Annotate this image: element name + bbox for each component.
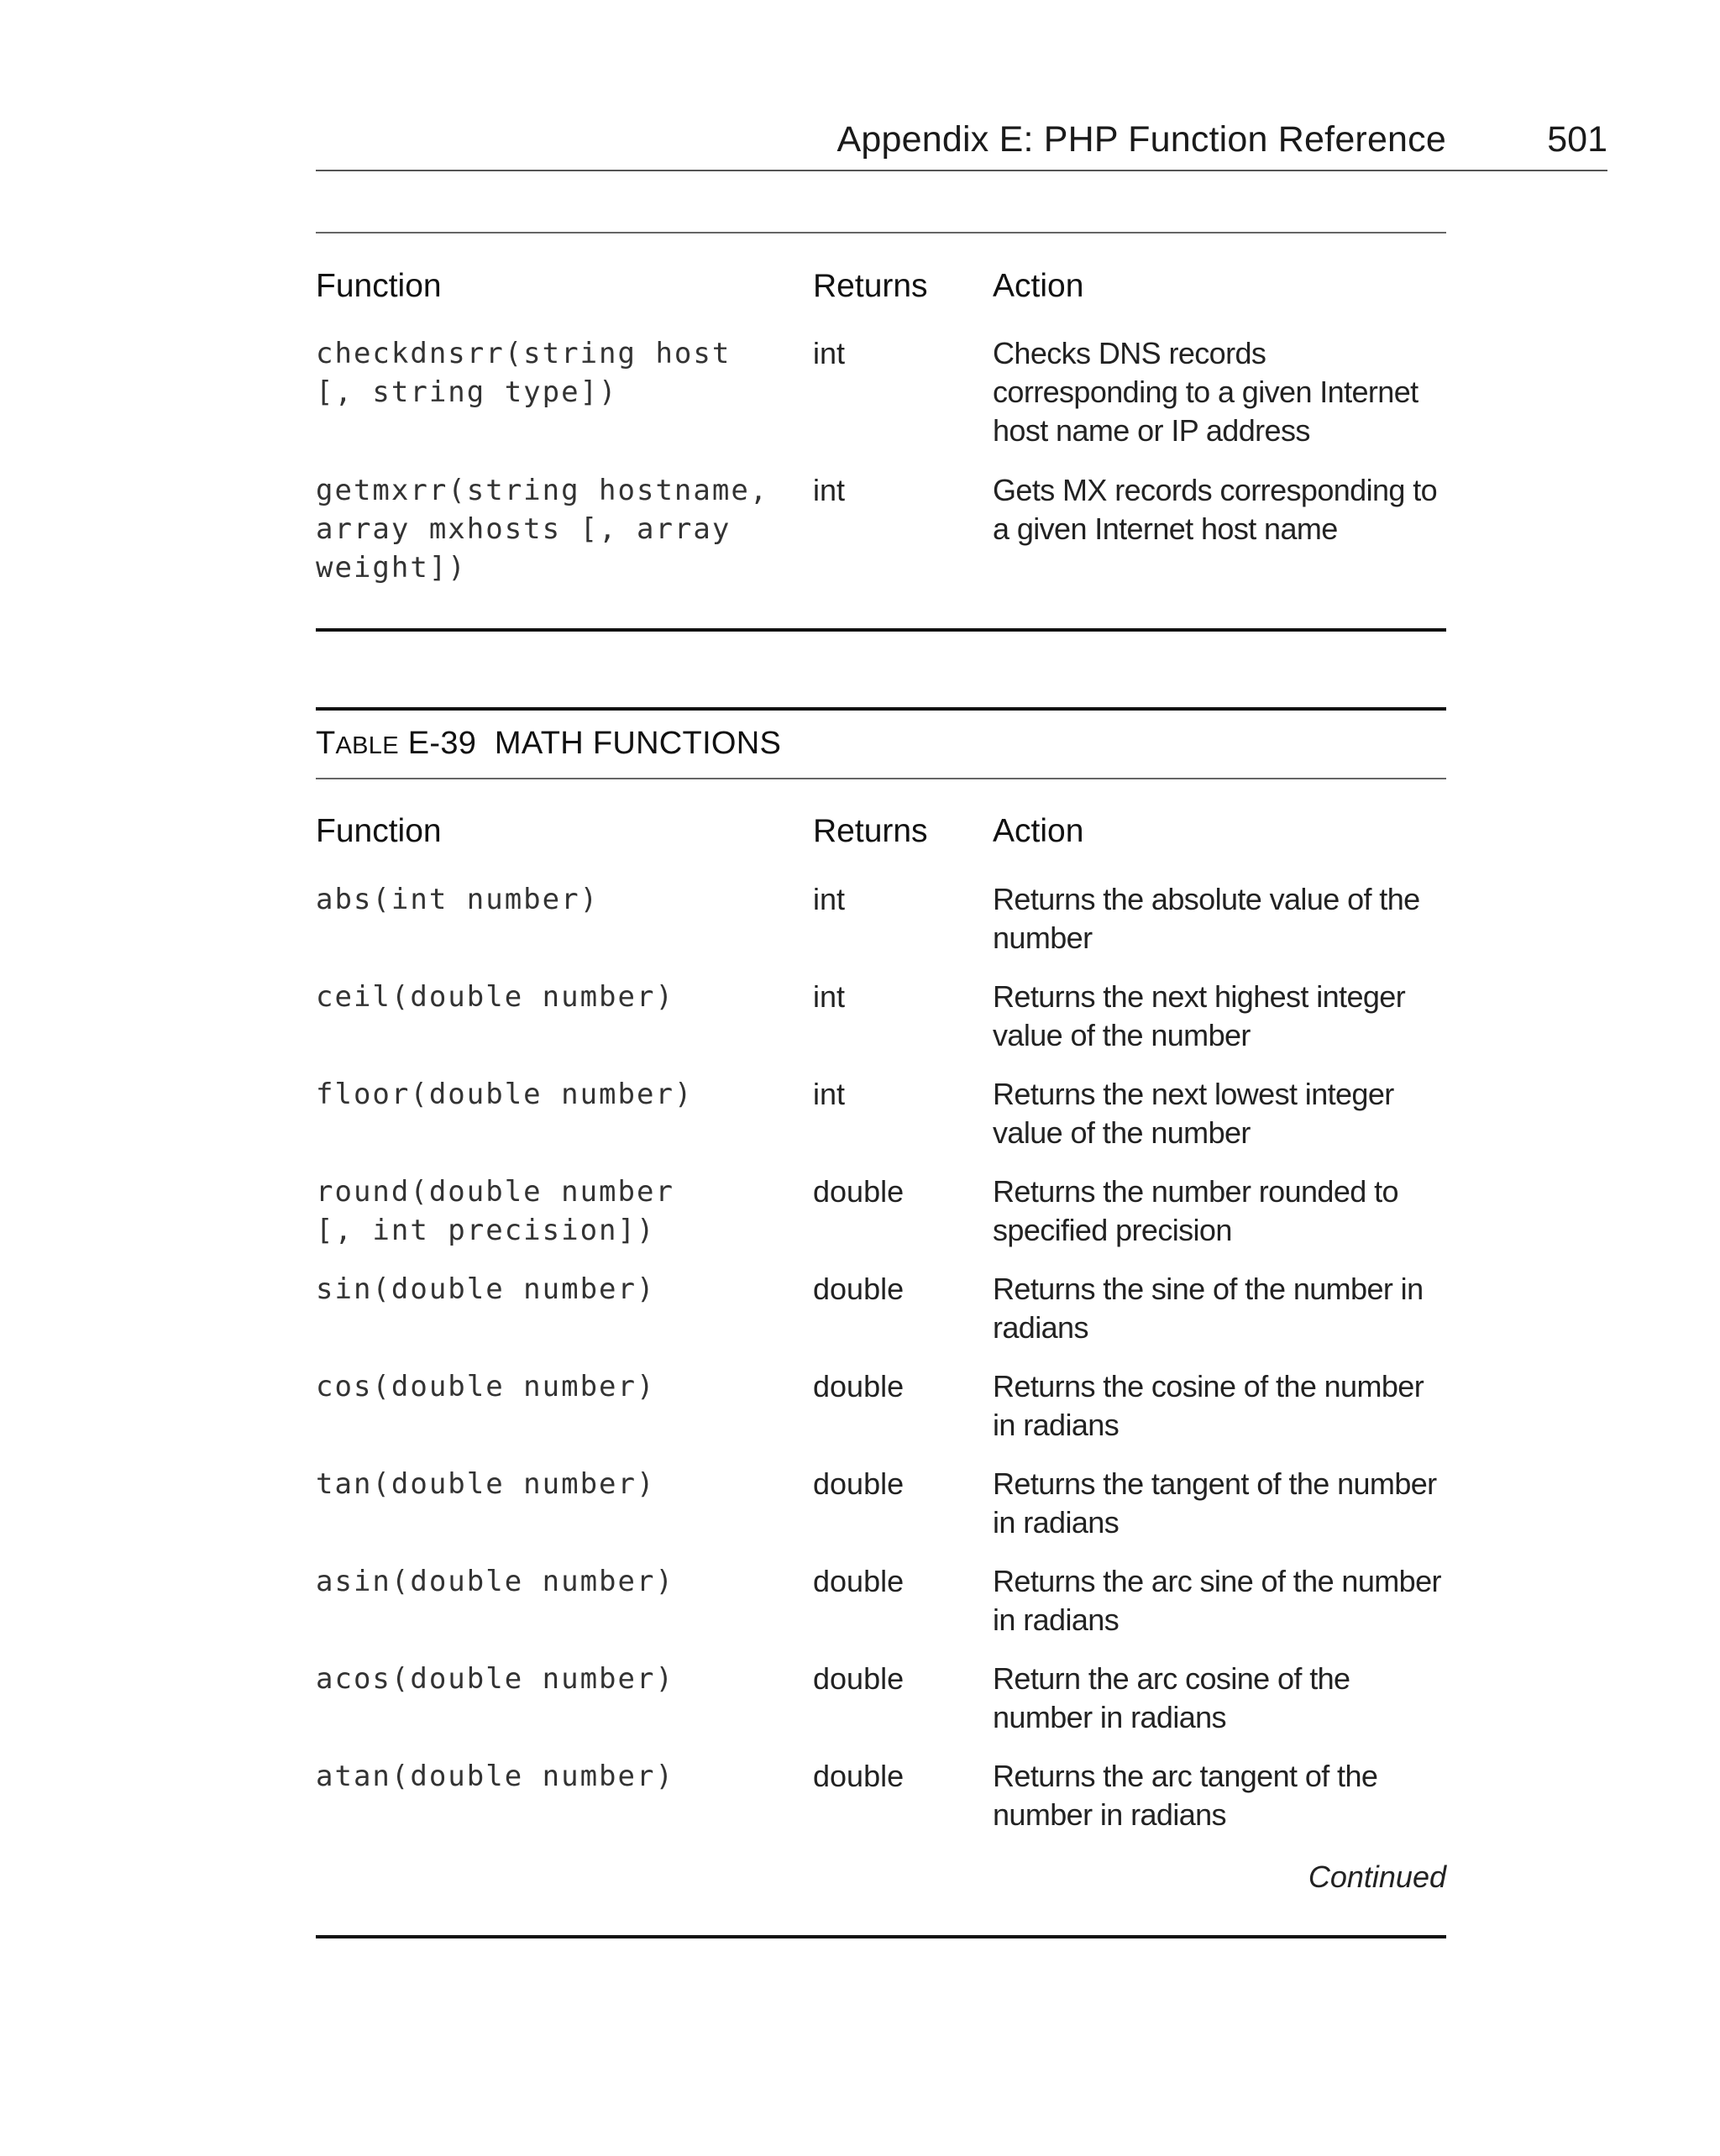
function-action: Returns the absolute value of the number <box>993 882 1420 955</box>
function-action: Return the arc cosine of the number in radians <box>993 1661 1350 1734</box>
function-signature: getmxrr(string hostname, array mxhosts [, array weight]) <box>316 474 769 585</box>
function-action: Returns the arc tangent of the number in radians <box>993 1759 1378 1832</box>
column-header-returns: Returns <box>813 268 928 304</box>
table-caption: TABLE E-39 MATH FUNCTIONS <box>316 726 782 761</box>
caption-rule <box>316 778 1446 779</box>
table-top-rule <box>316 232 1446 233</box>
function-action: Returns the cosine of the number in radians <box>993 1369 1424 1442</box>
table-top-rule <box>316 707 1446 711</box>
function-signature: acos(double number) <box>316 1662 674 1696</box>
function-signature: sin(double number) <box>316 1272 656 1306</box>
function-action: Returns the next lowest integer value of the number <box>993 1077 1394 1150</box>
table-title: MATH FUNCTIONS <box>494 726 782 761</box>
table-bottom-rule <box>316 628 1446 632</box>
return-type: double <box>813 1272 905 1306</box>
function-action: Returns the tangent of the number in radians <box>993 1466 1437 1540</box>
return-type: int <box>813 336 846 370</box>
function-signature: cos(double number) <box>316 1370 656 1403</box>
table-number: E-39 <box>407 726 477 761</box>
function-action: Gets MX records corresponding to a given Internet host name <box>993 473 1438 546</box>
column-header-action: Action <box>993 268 1084 304</box>
running-header <box>316 116 1607 171</box>
function-action: Checks DNS records corresponding to a given Internet host name or IP address <box>993 336 1418 448</box>
return-type: double <box>813 1174 905 1209</box>
return-type: double <box>813 1369 905 1403</box>
function-action: Returns the number rounded to specified precision <box>993 1174 1398 1247</box>
return-type: double <box>813 1759 905 1793</box>
column-header-function: Function <box>316 813 442 849</box>
function-signature: abs(int number) <box>316 883 600 916</box>
math-functions-table <box>316 707 1446 1942</box>
function-signature: ceil(double number) <box>316 980 674 1014</box>
function-signature: floor(double number) <box>316 1078 694 1111</box>
column-header-returns: Returns <box>813 813 928 849</box>
return-type: int <box>813 1077 846 1111</box>
table-bottom-rule <box>316 1935 1446 1938</box>
return-type: int <box>813 979 846 1014</box>
function-signature: tan(double number) <box>316 1467 656 1501</box>
function-signature: round(double number [, int precision]) <box>316 1175 674 1247</box>
function-signature: asin(double number) <box>316 1565 674 1598</box>
function-action: Returns the next highest integer value of the number <box>993 979 1406 1052</box>
return-type: int <box>813 882 846 916</box>
return-type: int <box>813 473 846 507</box>
network-functions-table-continuation <box>316 232 1446 635</box>
column-header-function: Function <box>316 268 442 304</box>
column-header-action: Action <box>993 813 1084 849</box>
page-number: 501 <box>1547 119 1607 160</box>
function-signature: atan(double number) <box>316 1760 674 1793</box>
return-type: double <box>813 1466 905 1501</box>
function-action: Returns the arc sine of the number in radians <box>993 1564 1441 1637</box>
return-type: double <box>813 1661 905 1696</box>
continued-label: Continued <box>1308 1860 1446 1894</box>
running-title: Appendix E: PHP Function Reference <box>836 119 1446 160</box>
function-action: Returns the sine of the number in radians <box>993 1272 1424 1345</box>
return-type: double <box>813 1564 905 1598</box>
function-signature: checkdnsrr(string host [, string type]) <box>316 337 732 409</box>
